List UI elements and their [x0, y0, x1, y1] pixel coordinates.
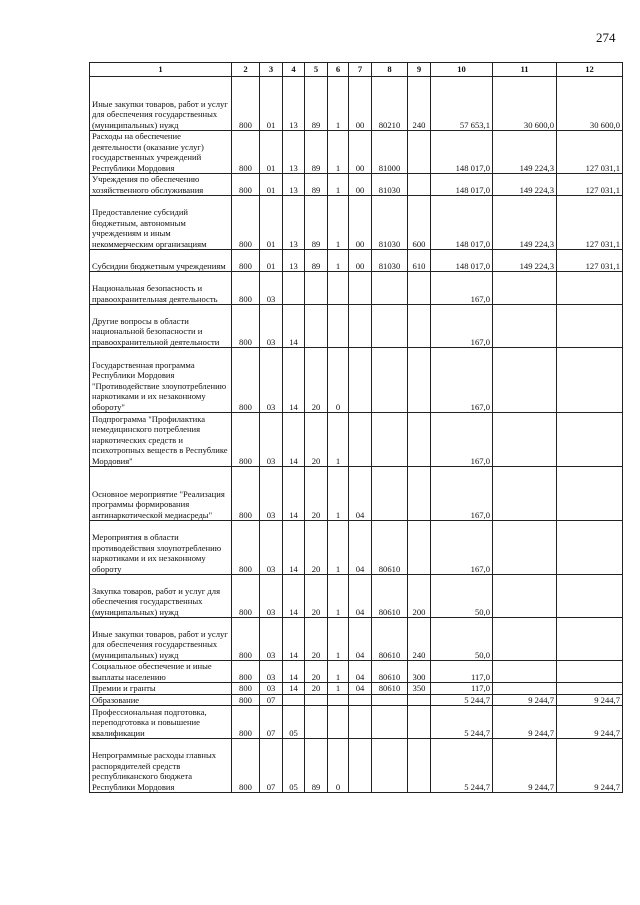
- cell-direction: [372, 694, 408, 706]
- cell-program: 20: [305, 348, 328, 413]
- cell-amount-year1: 167,0: [431, 521, 493, 575]
- cell-name: Иные закупки товаров, работ и услуг для обеспечения государственных (муниципальных) нужд: [90, 618, 232, 661]
- cell-grbs: 800: [232, 305, 260, 348]
- cell-measure: 00: [349, 131, 372, 174]
- cell-amount-year2: 149 224,3: [493, 131, 557, 174]
- cell-section: 03: [260, 305, 283, 348]
- column-header: 4: [283, 63, 305, 77]
- cell-section: 07: [260, 694, 283, 706]
- cell-measure: [349, 272, 372, 305]
- cell-expense-type: 610: [408, 250, 431, 272]
- cell-section: 07: [260, 706, 283, 739]
- table-row: [90, 575, 623, 618]
- cell-amount-year1: 5 244,7: [431, 694, 493, 706]
- cell-name: Подпрограмма "Профилактика немедицинского потребления наркотических средств и психотропных веществ в Республике Мордовия": [90, 413, 232, 467]
- cell-program: 20: [305, 575, 328, 618]
- cell-amount-year1: 148 017,0: [431, 196, 493, 250]
- table-row: [90, 706, 623, 739]
- table-row: [90, 77, 623, 131]
- cell-program: [305, 694, 328, 706]
- cell-direction: [372, 739, 408, 793]
- cell-subprogram: 1: [328, 413, 349, 467]
- cell-measure: 00: [349, 77, 372, 131]
- cell-grbs: 800: [232, 467, 260, 521]
- cell-subprogram: 1: [328, 575, 349, 618]
- cell-name: Другие вопросы в области национальной безопасности и правоохранительной деятельности: [90, 305, 232, 348]
- cell-program: 89: [305, 77, 328, 131]
- cell-subprogram: 1: [328, 683, 349, 695]
- table-body: [90, 77, 623, 793]
- cell-amount-year1: 50,0: [431, 618, 493, 661]
- cell-amount-year2: 9 244,7: [493, 706, 557, 739]
- cell-subprogram: [328, 305, 349, 348]
- cell-name: Профессиональная подготовка, переподготовка и повышение квалификации: [90, 706, 232, 739]
- cell-amount-year2: [493, 618, 557, 661]
- cell-amount-year1: 167,0: [431, 467, 493, 521]
- cell-grbs: 800: [232, 413, 260, 467]
- table-row: [90, 348, 623, 413]
- cell-subprogram: 1: [328, 618, 349, 661]
- cell-expense-type: [408, 348, 431, 413]
- column-header: 11: [493, 63, 557, 77]
- cell-subprogram: 0: [328, 348, 349, 413]
- cell-section: 03: [260, 467, 283, 521]
- cell-amount-year3: [557, 661, 623, 683]
- cell-section: 03: [260, 683, 283, 695]
- cell-section: 03: [260, 272, 283, 305]
- table-row: [90, 131, 623, 174]
- cell-section: 03: [260, 575, 283, 618]
- column-header: 5: [305, 63, 328, 77]
- cell-grbs: 800: [232, 196, 260, 250]
- cell-expense-type: [408, 174, 431, 196]
- cell-amount-year1: 148 017,0: [431, 174, 493, 196]
- cell-amount-year3: [557, 272, 623, 305]
- cell-name: Основное мероприятие "Реализация программы формирования антинаркотической медиасреды": [90, 467, 232, 521]
- cell-program: 20: [305, 618, 328, 661]
- cell-subsection: 13: [283, 174, 305, 196]
- cell-program: 20: [305, 467, 328, 521]
- cell-expense-type: 300: [408, 661, 431, 683]
- cell-name: Мероприятия в области противодействия злоупотреблению наркотиками и их незаконному обороту: [90, 521, 232, 575]
- column-header: 12: [557, 63, 623, 77]
- cell-amount-year1: 167,0: [431, 413, 493, 467]
- cell-section: 03: [260, 521, 283, 575]
- cell-name: Непрограммные расходы главных распорядителей средств республиканского бюджета Республики Мордовия: [90, 739, 232, 793]
- table-row: [90, 305, 623, 348]
- table-row: [90, 661, 623, 683]
- cell-subprogram: 0: [328, 739, 349, 793]
- budget-table: [89, 62, 623, 793]
- cell-grbs: 800: [232, 661, 260, 683]
- cell-program: 20: [305, 683, 328, 695]
- cell-name: Расходы на обеспечение деятельности (оказание услуг) государственных учреждений Республики Мордовия: [90, 131, 232, 174]
- cell-section: 03: [260, 618, 283, 661]
- cell-measure: 04: [349, 618, 372, 661]
- cell-subprogram: 1: [328, 196, 349, 250]
- cell-subsection: 14: [283, 575, 305, 618]
- cell-amount-year3: [557, 348, 623, 413]
- column-header: 6: [328, 63, 349, 77]
- cell-section: 01: [260, 196, 283, 250]
- cell-subprogram: 1: [328, 174, 349, 196]
- cell-amount-year3: 127 031,1: [557, 196, 623, 250]
- cell-measure: 04: [349, 521, 372, 575]
- cell-amount-year3: [557, 521, 623, 575]
- cell-name: Учреждения по обеспечению хозяйственного обслуживания: [90, 174, 232, 196]
- cell-grbs: 800: [232, 618, 260, 661]
- cell-measure: [349, 694, 372, 706]
- table-row: [90, 694, 623, 706]
- cell-expense-type: [408, 131, 431, 174]
- cell-amount-year3: [557, 305, 623, 348]
- cell-name: Социальное обеспечение и иные выплаты населению: [90, 661, 232, 683]
- cell-amount-year2: 149 224,3: [493, 250, 557, 272]
- cell-measure: [349, 348, 372, 413]
- cell-program: 20: [305, 413, 328, 467]
- cell-amount-year2: [493, 413, 557, 467]
- cell-subsection: 14: [283, 413, 305, 467]
- cell-measure: 00: [349, 196, 372, 250]
- cell-amount-year2: [493, 348, 557, 413]
- cell-section: 03: [260, 661, 283, 683]
- cell-amount-year1: 167,0: [431, 348, 493, 413]
- cell-amount-year3: 9 244,7: [557, 739, 623, 793]
- cell-amount-year2: 9 244,7: [493, 739, 557, 793]
- cell-measure: [349, 305, 372, 348]
- cell-subsection: [283, 694, 305, 706]
- cell-amount-year3: 127 031,1: [557, 250, 623, 272]
- cell-program: 89: [305, 196, 328, 250]
- cell-grbs: 800: [232, 683, 260, 695]
- cell-name: Премии и гранты: [90, 683, 232, 695]
- cell-amount-year2: 9 244,7: [493, 694, 557, 706]
- cell-amount-year2: [493, 467, 557, 521]
- table-row: [90, 683, 623, 695]
- cell-program: [305, 272, 328, 305]
- cell-direction: 81000: [372, 131, 408, 174]
- cell-subsection: 14: [283, 348, 305, 413]
- cell-section: 01: [260, 77, 283, 131]
- cell-grbs: 800: [232, 739, 260, 793]
- cell-name: Национальная безопасность и правоохранительная деятельность: [90, 272, 232, 305]
- cell-amount-year2: 149 224,3: [493, 196, 557, 250]
- table-row: [90, 174, 623, 196]
- cell-subprogram: 1: [328, 521, 349, 575]
- cell-subsection: 14: [283, 305, 305, 348]
- cell-measure: 00: [349, 174, 372, 196]
- cell-measure: 00: [349, 250, 372, 272]
- cell-grbs: 800: [232, 272, 260, 305]
- cell-subsection: 14: [283, 618, 305, 661]
- cell-measure: [349, 413, 372, 467]
- cell-subsection: 13: [283, 77, 305, 131]
- cell-expense-type: [408, 272, 431, 305]
- cell-amount-year1: 148 017,0: [431, 250, 493, 272]
- column-header: 2: [232, 63, 260, 77]
- table-row: [90, 618, 623, 661]
- cell-subsection: 13: [283, 250, 305, 272]
- cell-amount-year1: 5 244,7: [431, 739, 493, 793]
- cell-section: 01: [260, 174, 283, 196]
- cell-direction: 80610: [372, 661, 408, 683]
- cell-direction: [372, 348, 408, 413]
- cell-measure: 04: [349, 467, 372, 521]
- table-row: [90, 196, 623, 250]
- cell-amount-year3: [557, 683, 623, 695]
- cell-measure: 04: [349, 661, 372, 683]
- cell-name: Закупка товаров, работ и услуг для обеспечения государственных (муниципальных) нужд: [90, 575, 232, 618]
- column-header: 10: [431, 63, 493, 77]
- cell-name: Предоставление субсидий бюджетным, автономным учреждениям и иным некоммерческим организациям: [90, 196, 232, 250]
- cell-subsection: 14: [283, 683, 305, 695]
- table-row: [90, 413, 623, 467]
- cell-subprogram: 1: [328, 467, 349, 521]
- cell-section: 01: [260, 131, 283, 174]
- cell-measure: 04: [349, 683, 372, 695]
- cell-grbs: 800: [232, 694, 260, 706]
- cell-subprogram: 1: [328, 77, 349, 131]
- cell-name: Субсидии бюджетным учреждениям: [90, 250, 232, 272]
- cell-direction: [372, 706, 408, 739]
- cell-expense-type: 240: [408, 77, 431, 131]
- column-header: 9: [408, 63, 431, 77]
- cell-program: 89: [305, 739, 328, 793]
- cell-grbs: 800: [232, 77, 260, 131]
- column-header: 1: [90, 63, 232, 77]
- cell-direction: 81030: [372, 174, 408, 196]
- cell-subsection: 14: [283, 467, 305, 521]
- cell-subsection: 13: [283, 131, 305, 174]
- cell-amount-year1: 57 653,1: [431, 77, 493, 131]
- cell-amount-year3: 9 244,7: [557, 706, 623, 739]
- cell-program: [305, 706, 328, 739]
- cell-name: Государственная программа Республики Мордовия "Противодействие злоупотреблению наркотиками и их незаконному обороту": [90, 348, 232, 413]
- cell-amount-year3: 127 031,1: [557, 174, 623, 196]
- table-row: [90, 739, 623, 793]
- cell-amount-year2: 30 600,0: [493, 77, 557, 131]
- cell-measure: 04: [349, 575, 372, 618]
- cell-expense-type: 200: [408, 575, 431, 618]
- cell-expense-type: [408, 521, 431, 575]
- cell-amount-year1: 117,0: [431, 661, 493, 683]
- cell-amount-year3: 30 600,0: [557, 77, 623, 131]
- cell-grbs: 800: [232, 131, 260, 174]
- cell-amount-year2: [493, 661, 557, 683]
- cell-grbs: 800: [232, 174, 260, 196]
- cell-direction: 80610: [372, 575, 408, 618]
- cell-amount-year1: 5 244,7: [431, 706, 493, 739]
- cell-expense-type: [408, 467, 431, 521]
- cell-amount-year2: [493, 683, 557, 695]
- cell-measure: [349, 739, 372, 793]
- cell-subprogram: 1: [328, 250, 349, 272]
- cell-subprogram: [328, 272, 349, 305]
- cell-subsection: 14: [283, 661, 305, 683]
- table-row: [90, 521, 623, 575]
- cell-name: Образование: [90, 694, 232, 706]
- cell-program: [305, 305, 328, 348]
- cell-program: 89: [305, 174, 328, 196]
- cell-program: 89: [305, 250, 328, 272]
- cell-expense-type: 350: [408, 683, 431, 695]
- cell-direction: [372, 305, 408, 348]
- cell-expense-type: [408, 305, 431, 348]
- cell-section: 01: [260, 250, 283, 272]
- cell-amount-year2: [493, 305, 557, 348]
- cell-subprogram: 1: [328, 131, 349, 174]
- table-row: [90, 272, 623, 305]
- cell-amount-year1: 167,0: [431, 305, 493, 348]
- cell-section: 07: [260, 739, 283, 793]
- cell-grbs: 800: [232, 521, 260, 575]
- cell-name: Иные закупки товаров, работ и услуг для обеспечения государственных (муниципальных) нужд: [90, 77, 232, 131]
- cell-subprogram: [328, 694, 349, 706]
- cell-amount-year3: 127 031,1: [557, 131, 623, 174]
- cell-amount-year2: 149 224,3: [493, 174, 557, 196]
- cell-subprogram: 1: [328, 661, 349, 683]
- cell-amount-year2: [493, 521, 557, 575]
- page-number: 274: [596, 30, 616, 45]
- cell-grbs: 800: [232, 250, 260, 272]
- cell-subprogram: [328, 706, 349, 739]
- cell-direction: 80210: [372, 77, 408, 131]
- cell-expense-type: [408, 694, 431, 706]
- cell-direction: 80610: [372, 521, 408, 575]
- cell-expense-type: [408, 413, 431, 467]
- column-header: 7: [349, 63, 372, 77]
- cell-grbs: 800: [232, 706, 260, 739]
- cell-amount-year3: [557, 413, 623, 467]
- cell-grbs: 800: [232, 348, 260, 413]
- cell-direction: 80610: [372, 683, 408, 695]
- cell-amount-year1: 167,0: [431, 272, 493, 305]
- cell-expense-type: [408, 706, 431, 739]
- cell-amount-year1: 148 017,0: [431, 131, 493, 174]
- cell-amount-year3: [557, 467, 623, 521]
- cell-expense-type: 600: [408, 196, 431, 250]
- cell-program: 20: [305, 521, 328, 575]
- table-row: [90, 467, 623, 521]
- cell-program: 89: [305, 131, 328, 174]
- cell-amount-year1: 50,0: [431, 575, 493, 618]
- cell-amount-year2: [493, 575, 557, 618]
- cell-subsection: [283, 272, 305, 305]
- cell-amount-year3: 9 244,7: [557, 694, 623, 706]
- cell-subsection: 05: [283, 739, 305, 793]
- cell-direction: [372, 413, 408, 467]
- column-header: 3: [260, 63, 283, 77]
- cell-direction: [372, 272, 408, 305]
- cell-section: 03: [260, 348, 283, 413]
- cell-amount-year2: [493, 272, 557, 305]
- cell-program: 20: [305, 661, 328, 683]
- cell-grbs: 800: [232, 575, 260, 618]
- cell-direction: 81030: [372, 250, 408, 272]
- cell-direction: [372, 467, 408, 521]
- cell-measure: [349, 706, 372, 739]
- cell-direction: 80610: [372, 618, 408, 661]
- cell-subsection: 13: [283, 196, 305, 250]
- cell-amount-year3: [557, 618, 623, 661]
- cell-expense-type: 240: [408, 618, 431, 661]
- table-row: [90, 250, 623, 272]
- cell-subsection: 05: [283, 706, 305, 739]
- cell-amount-year1: 117,0: [431, 683, 493, 695]
- cell-subsection: 14: [283, 521, 305, 575]
- cell-expense-type: [408, 739, 431, 793]
- column-header: 8: [372, 63, 408, 77]
- table-header-row: [90, 63, 623, 77]
- cell-section: 03: [260, 413, 283, 467]
- cell-amount-year3: [557, 575, 623, 618]
- cell-direction: 81030: [372, 196, 408, 250]
